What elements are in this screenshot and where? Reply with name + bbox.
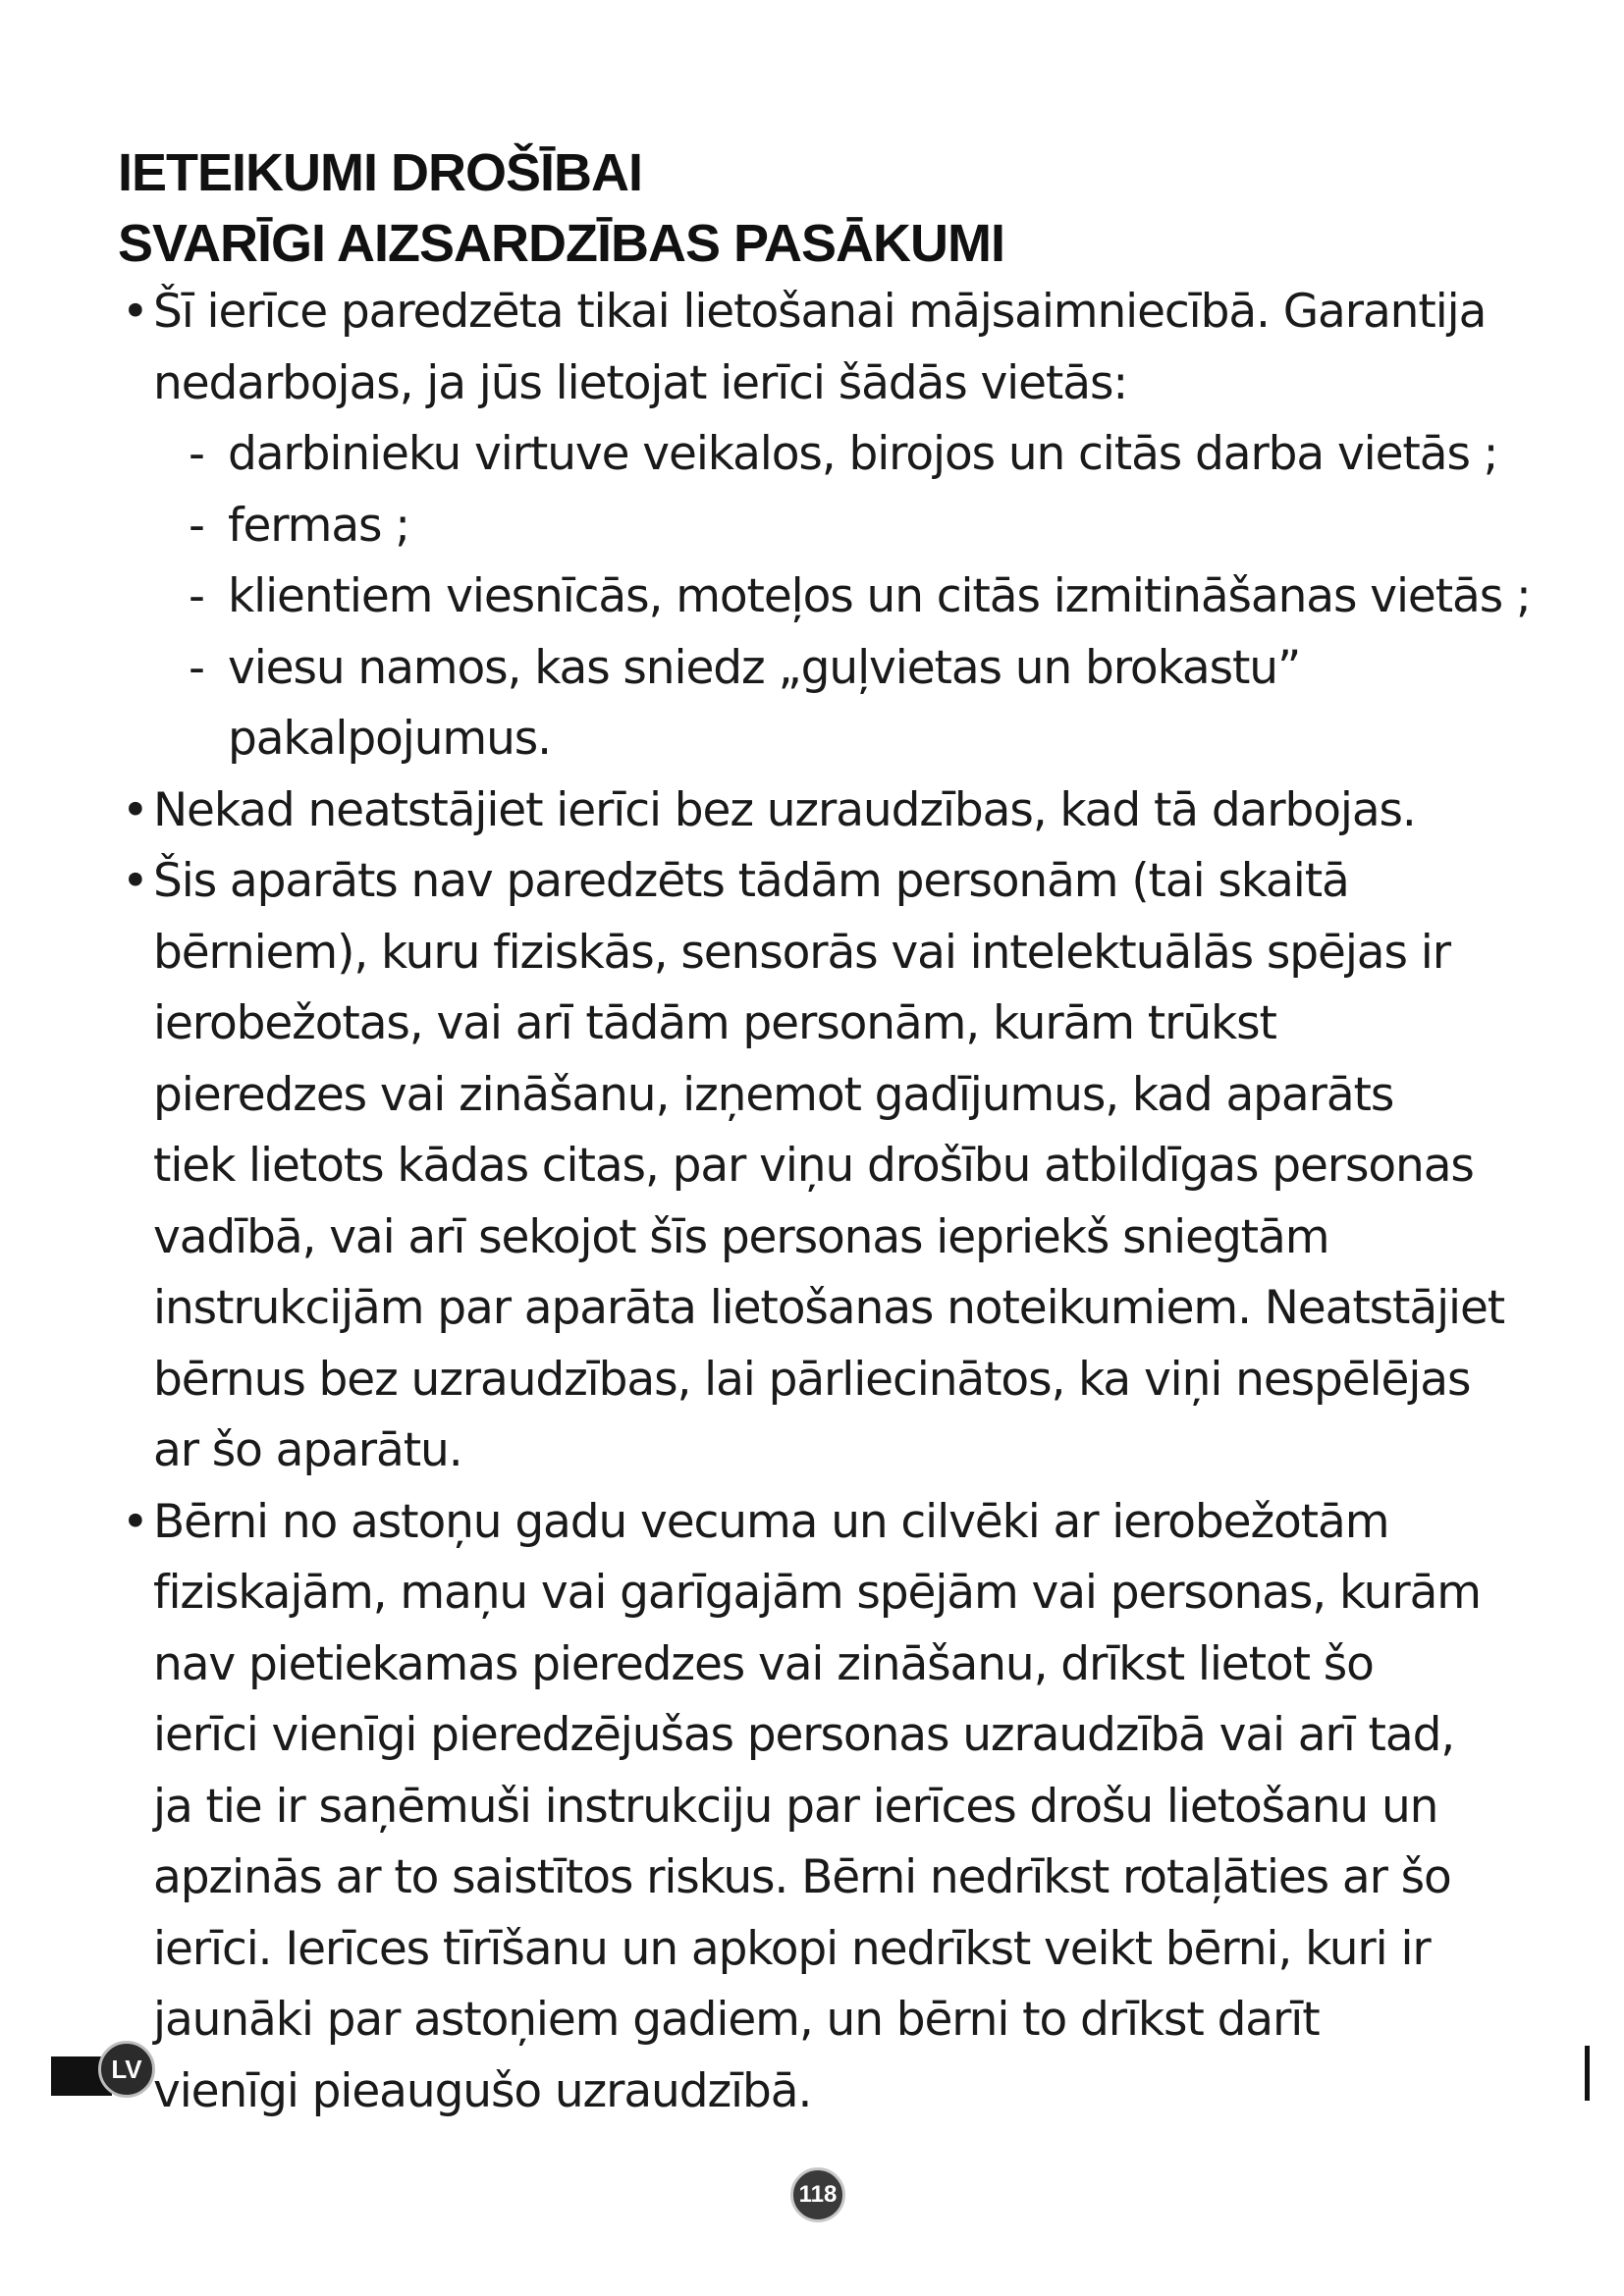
bullet-icon: •	[122, 854, 148, 908]
safety-instructions	[118, 277, 1591, 2127]
text-line: ierobežotas, vai arī tādām personām, kurām trūkst	[153, 996, 1276, 1050]
heading-safety-advice: IETEIKUMI DROŠĪBAI	[118, 143, 643, 202]
text-line: vienīgi pieaugušo uzraudzībā.	[153, 2063, 812, 2118]
bullet-icon: •	[122, 1494, 148, 1549]
text-line: pieredzes vai zināšanu, izņemot gadījumus, kad aparāts	[153, 1067, 1394, 1122]
bullet-item-children-eight-years	[118, 1487, 1591, 2128]
dash-icon: -	[189, 569, 204, 623]
text-line: klientiem viesnīcās, moteļos un citās izmitināšanas vietās ;	[228, 569, 1531, 623]
dash-icon: -	[189, 640, 204, 695]
bullet-icon: •	[122, 782, 148, 837]
bullet-item-reduced-capabilities	[118, 846, 1591, 1487]
text-line: Nekad neatstājiet ierīci bez uzraudzības, kad tā darbojas.	[153, 782, 1416, 837]
text-line: bērnus bez uzraudzības, lai pārliecinātos, ka viņi nespēlējas	[153, 1352, 1471, 1407]
text-line: nav pietiekamas pieredzes vai zināšanu, drīkst lietot šo	[153, 1636, 1374, 1691]
bullet-item-household-use	[118, 277, 1591, 775]
text-line: darbinieku virtuve veikalos, birojos un citās darba vietās ;	[228, 427, 1498, 481]
text-line: instrukcijām par aparāta lietošanas noteikumiem. Neatstājiet	[153, 1281, 1505, 1335]
text-line: ar šo aparātu.	[153, 1423, 462, 1477]
text-line: fermas ;	[228, 498, 410, 553]
sub-item-farms	[153, 491, 1591, 562]
text-line: Bērni no astoņu gadu vecuma un cilvēki ar ierobežotām	[153, 1494, 1389, 1549]
text-line: viesu namos, kas sniedz „guļvietas un brokastu”	[228, 640, 1301, 695]
text-line: Šis aparāts nav paredzēts tādām personām (tai skaitā	[153, 854, 1349, 908]
text-line: apzinās ar to saistītos riskus. Bērni nedrīkst rotaļāties ar šo	[153, 1850, 1451, 1904]
sub-item-hotels	[153, 561, 1591, 633]
text-line: vadībā, vai arī sekojot šīs personas iepriekš sniegtām	[153, 1209, 1329, 1264]
text-line: nedarbojas, ja jūs lietojat ierīci šādās vietās:	[153, 355, 1128, 410]
text-line: Šī ierīce paredzēta tikai lietošanai mājsaimniecībā. Garantija	[153, 285, 1487, 339]
sub-item-staff-kitchens	[153, 419, 1591, 491]
text-line: ierīci. Ierīces tīrīšanu un apkopi nedrīkst veikt bērni, kuri ir	[153, 1921, 1431, 1976]
text-line: pakalpojumus.	[228, 712, 552, 766]
text-line: bērniem), kuru fiziskās, sensorās vai intelektuālās spējas ir	[153, 925, 1450, 980]
text-line: fiziskajām, maņu vai garīgajām spējām vai personas, kurām	[153, 1566, 1481, 1620]
text-line: ja tie ir saņēmuši instrukciju par ierīces drošu lietošanu un	[153, 1779, 1438, 1834]
section-headings	[118, 137, 1004, 279]
text-line: tiek lietots kādas citas, par viņu drošību atbildīgas personas	[153, 1139, 1474, 1193]
page-number: 118	[790, 2167, 845, 2222]
dash-icon: -	[189, 427, 204, 481]
bullet-item-never-unattended	[118, 775, 1591, 847]
margin-mark	[1585, 2046, 1590, 2101]
sub-item-bed-and-breakfast	[153, 633, 1591, 775]
bullet-icon: •	[122, 285, 148, 339]
dash-icon: -	[189, 498, 204, 553]
text-line: ierīci vienīgi pieredzējušas personas uzraudzībā vai arī tad,	[153, 1708, 1455, 1762]
language-badge: LV	[98, 2041, 155, 2098]
text-line: jaunāki par astoņiem gadiem, un bērni to drīkst darīt	[153, 1993, 1320, 2047]
heading-important-safeguards: SVARĪGI AIZSARDZĪBAS PASĀKUMI	[118, 214, 1005, 273]
